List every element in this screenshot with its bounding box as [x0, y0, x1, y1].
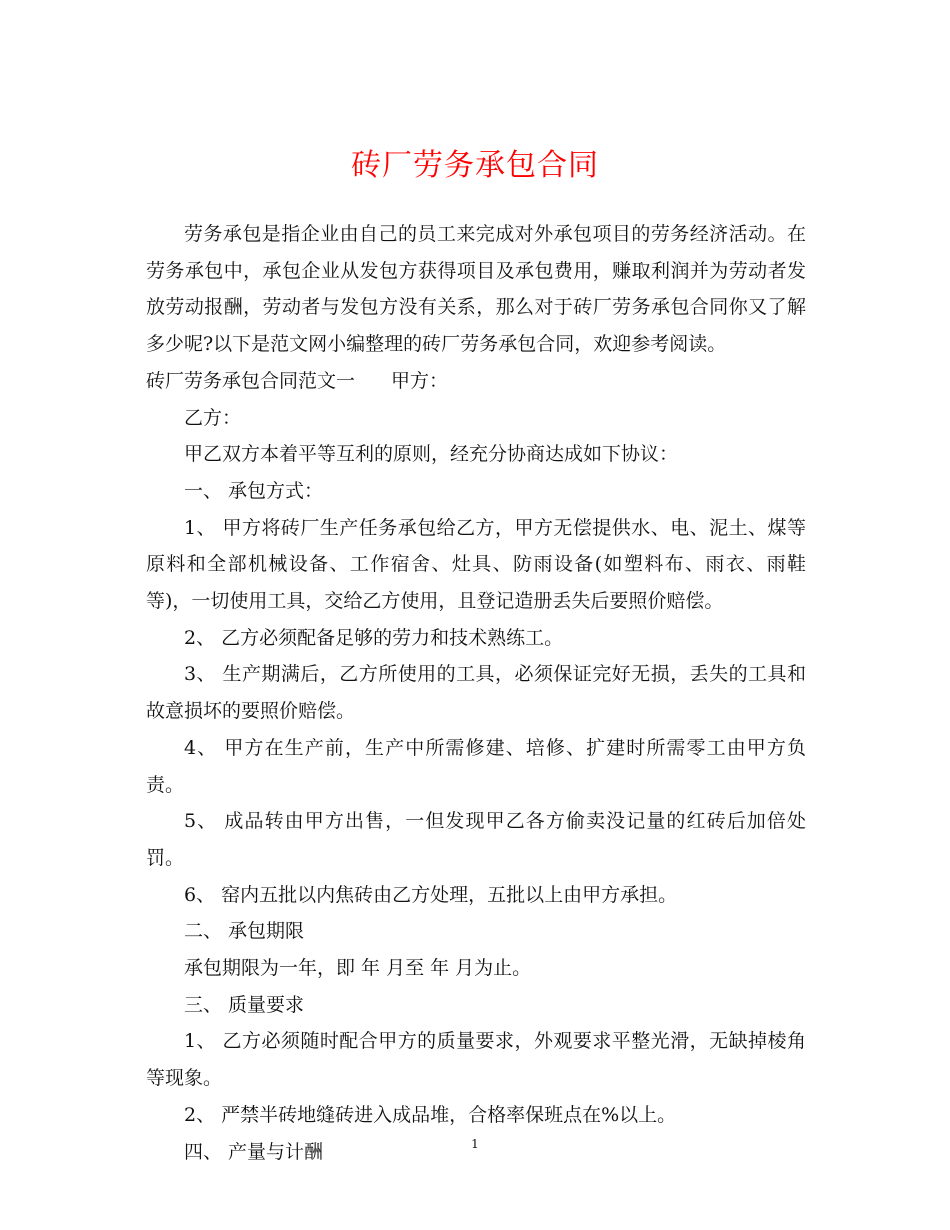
- section1-item-2: 2、 乙方必须配备足够的劳力和技术熟练工。: [184, 626, 564, 649]
- section1-heading: 一、 承包方式：: [184, 479, 324, 502]
- section3-item-2: 2、 严禁半砖地缝砖进入成品堆，合格率保班点在%以上。: [184, 1103, 677, 1126]
- section4-heading: 四、 产量与计酬: [184, 1140, 324, 1163]
- section1-item-1: 1、 甲方将砖厂生产任务承包给乙方，甲方无偿提供水、电、泥土、煤等原料和全部机械设备、工作宿舍、灶具、防雨设备(如塑料布、雨衣、雨鞋等)，一切使用工具，交给乙方使用，且登记造册丢失后要照价赔偿。: [146, 516, 806, 613]
- section1-item-6: 6、 窑内五批以内焦砖由乙方处理，五批以上由甲方承担。: [184, 883, 678, 906]
- section1-item-3: 3、 生产期满后，乙方所使用的工具，必须保证完好无损，丢失的工具和故意损坏的要照价赔偿。: [146, 663, 806, 723]
- section3-item-1: 1、 乙方必须随时配合甲方的质量要求，外观要求平整光滑，无缺掉棱角等现象。: [146, 1030, 806, 1090]
- section2-text: 承包期限为一年，即 年 月至 年 月为止。: [184, 957, 532, 980]
- section3-heading: 三、 质量要求: [184, 993, 305, 1016]
- section1-item-4: 4、 甲方在生产前，生产中所需修建、培修、扩建时所需零工由甲方负责。: [146, 736, 806, 796]
- document-title: 砖厂劳务承包合同: [351, 148, 599, 183]
- agreement-paragraph: 甲乙双方本着平等互利的原则，经充分协商达成如下协议：: [184, 443, 679, 466]
- intro-paragraph: 劳务承包是指企业由自己的员工来完成对外承包项目的劳务经济活动。在劳务承包中，承包企业从发包方获得项目及承包费用，赚取利润并为劳动者发放劳动报酬，劳动者与发包方没有关系，那么对于砖厂劳务承包合同你又了解多少呢?以下是范文网小编整理的砖厂劳务承包合同，欢迎参考阅读。: [146, 223, 806, 356]
- party-b-label: 乙方：: [184, 406, 242, 429]
- section1-item-5: 5、 成品转由甲方出售，一但发现甲乙各方偷卖没记量的红砖后加倍处罚。: [146, 810, 806, 869]
- document-body: [146, 216, 806, 1170]
- sample-heading-line: [146, 363, 806, 400]
- section2-heading: 二、 承包期限: [184, 920, 305, 943]
- page-number: 1: [471, 1137, 479, 1151]
- party-a-label: 甲方：: [391, 369, 449, 392]
- sample-heading: 砖厂劳务承包合同范文一: [146, 369, 356, 392]
